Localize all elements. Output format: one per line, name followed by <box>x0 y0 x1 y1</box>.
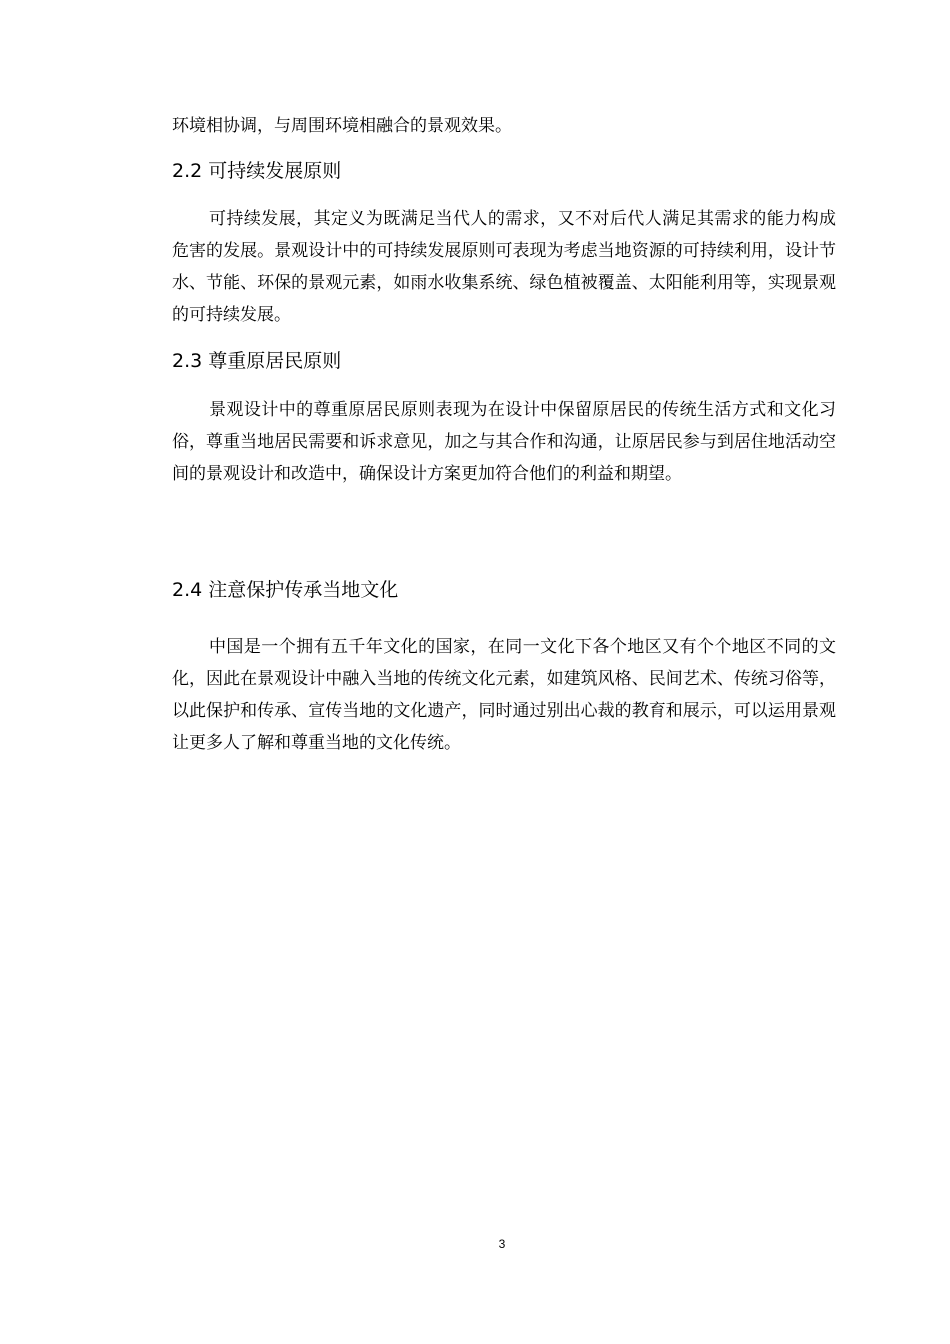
section-heading-2-2: 2.2 可持续发展原则 <box>172 160 342 182</box>
continuation-paragraph: 环境相协调，与周围环境相融合的景观效果。 <box>172 116 512 136</box>
section-heading-2-4: 2.4 注意保护传承当地文化 <box>172 579 399 601</box>
section-paragraph-2-4: 中国是一个拥有五千年文化的国家，在同一文化下各个地区又有个个地区不同的文化，因此在景观设计中融入当地的传统文化元素，如建筑风格、民间艺术、传统习俗等，以此保护和传承、宣传当地的文化遗产，同时通过别出心裁的教育和展示，可以运用景观让更多人了解和尊重当地的文化传统。 <box>172 637 836 753</box>
section-paragraph-2-2: 可持续发展，其定义为既满足当代人的需求，又不对后代人满足其需求的能力构成危害的发展。景观设计中的可持续发展原则可表现为考虑当地资源的可持续利用，设计节水、节能、环保的景观元素，如雨水收集系统、绿色植被覆盖、太阳能利用等，实现景观的可持续发展。 <box>172 209 836 325</box>
section-heading-2-3: 2.3 尊重原居民原则 <box>172 350 342 372</box>
section-paragraph-2-3: 景观设计中的尊重原居民原则表现为在设计中保留原居民的传统生活方式和文化习俗，尊重当地居民需要和诉求意见，加之与其合作和沟通，让原居民参与到居住地活动空间的景观设计和改造中，确保设计方案更加符合他们的利益和期望。 <box>172 400 836 484</box>
page-number: 3 <box>498 1237 506 1251</box>
